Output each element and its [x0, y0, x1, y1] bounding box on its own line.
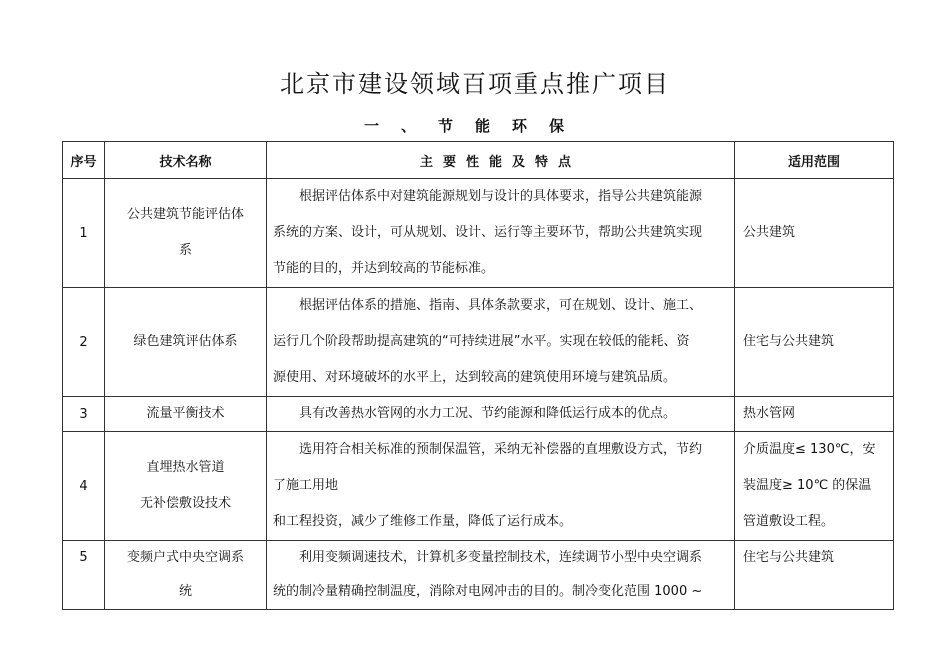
header-scope: 适用范围 [735, 142, 894, 179]
row-desc [267, 541, 735, 610]
name-line: 无补偿敷设技术 [139, 496, 231, 511]
row-scope [735, 432, 894, 541]
header-name: 技术名称 [105, 142, 267, 179]
desc-line: 了施工用地 [273, 478, 339, 493]
row-scope [735, 397, 894, 432]
scope-line: 公共建筑 [743, 225, 796, 240]
desc-line: 根据评估体系的措施、指南、具体条款要求，可在规划、设计、施工、 [299, 298, 703, 313]
row-num: 4 [63, 432, 105, 541]
header-desc: 主要性能及特点 [267, 142, 735, 179]
row-num: 2 [63, 288, 105, 397]
row-name [105, 179, 267, 288]
desc-line: 节能的目的，并达到较高的节能标准。 [273, 261, 495, 276]
project-table [62, 141, 894, 610]
scope-line: 住宅与公共建筑 [743, 334, 835, 349]
name-line: 变频户式中央空调系 [126, 550, 244, 565]
row-desc [267, 432, 735, 541]
desc-line: 统的制冷量精确控制温度，消除对电网冲击的目的。制冷变化范围 1000 ~ [273, 584, 703, 599]
row-scope [735, 288, 894, 397]
desc-line: 利用变频调速技术，计算机多变量控制技术，连续调节小型中央空调系 [299, 550, 703, 565]
row-num: 3 [63, 397, 105, 432]
scope-line: 介质温度≤ 130℃，安 [743, 442, 876, 457]
desc-line: 源使用、对环境破坏的水平上，达到较高的建筑使用环境与建筑品质。 [273, 370, 677, 385]
desc-line: 具有改善热水管网的水力工况、节约能源和降低运行成本的优点。 [299, 406, 677, 421]
name-line: 公共建筑节能评估体 [126, 207, 244, 222]
row-desc [267, 288, 735, 397]
scope-line: 热水管网 [743, 406, 796, 421]
row-num: 5 [63, 541, 105, 610]
row-desc [267, 397, 735, 432]
header-num: 序号 [63, 142, 105, 179]
page-title: 北京市建设领域百项重点推广项目 [280, 70, 670, 98]
row-scope [735, 179, 894, 288]
table-row [63, 432, 894, 541]
section-heading: 一、节能环保 [363, 117, 586, 135]
name-line: 流量平衡技术 [146, 406, 225, 421]
table-row [63, 397, 894, 432]
table-row [63, 541, 894, 610]
row-name [105, 288, 267, 397]
desc-line: 运行几个阶段帮助提高建筑的“可持续进展”水平。实现在较低的能耗、资 [273, 334, 690, 349]
desc-line: 根据评估体系中对建筑能源规划与设计的具体要求，指导公共建筑能源 [299, 189, 703, 204]
row-desc [267, 179, 735, 288]
row-name [105, 432, 267, 541]
row-scope [735, 541, 894, 610]
table-row [63, 179, 894, 288]
desc-line: 选用符合相关标准的预制保温管，采纳无补偿器的直埋敷设方式，节约 [299, 442, 703, 457]
scope-line: 住宅与公共建筑 [743, 550, 835, 565]
scope-line: 装温度≥ 10℃ 的保温 [743, 478, 872, 493]
row-name [105, 397, 267, 432]
name-line: 统 [178, 584, 192, 599]
desc-line: 系统的方案、设计，可从规划、设计、运行等主要环节，帮助公共建筑实现 [273, 225, 703, 240]
row-name [105, 541, 267, 610]
table-header-row [63, 142, 894, 179]
name-line: 系 [178, 243, 192, 258]
name-line: 直埋热水管道 [146, 460, 225, 475]
scope-line: 管道敷设工程。 [743, 514, 835, 529]
desc-line: 和工程投资，减少了维修工作量，降低了运行成本。 [273, 514, 573, 529]
name-line: 绿色建筑评估体系 [133, 334, 238, 349]
table-row [63, 288, 894, 397]
row-num: 1 [63, 179, 105, 288]
